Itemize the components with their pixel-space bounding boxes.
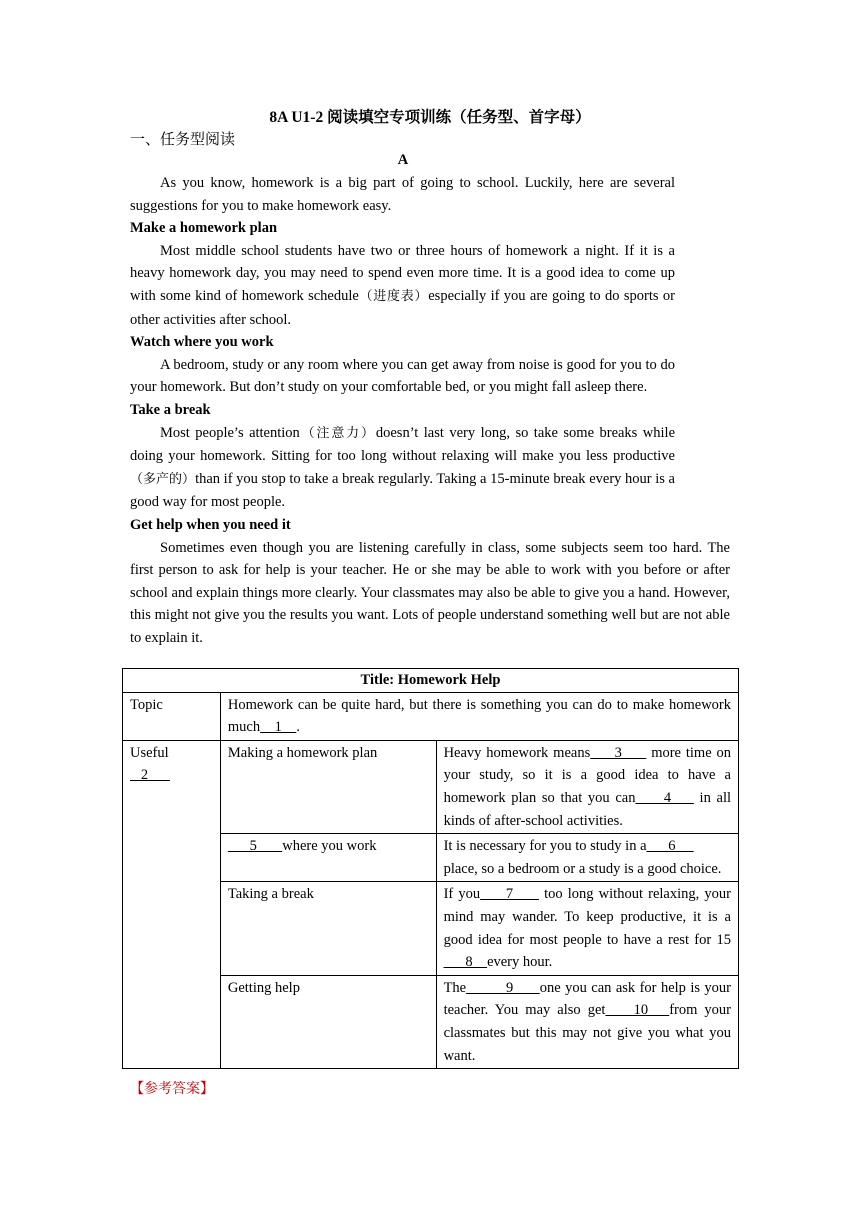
row-label-break: Taking a break: [220, 882, 436, 975]
section-heading: 一、任务型阅读: [130, 132, 236, 148]
useful-label: Useful: [130, 744, 169, 761]
row-detail-plan: [436, 740, 738, 833]
task-table: [122, 668, 739, 1069]
subheading-watch-work: Watch where you work: [130, 334, 274, 351]
row-label-help: Getting help: [220, 975, 436, 1068]
blank-3[interactable]: 3: [590, 744, 647, 761]
row-label-plan: Making a homework plan: [220, 740, 436, 833]
cell-text: It is necessary for you to study in a: [443, 838, 647, 855]
paragraph-text: especially if you are going to do sports or other activities after school.: [130, 287, 675, 328]
blank-4[interactable]: 4: [635, 789, 694, 806]
paragraph-watch-work: A bedroom, study or any room where you can get away from noise is good for you to do your homework. But don’t study on your comfortable bed, or you might fall asleep there.: [130, 356, 675, 396]
blank-6[interactable]: 6: [646, 838, 694, 855]
chinese-gloss: （多产的）: [130, 471, 196, 487]
table-row: [123, 669, 739, 693]
intro-paragraph: As you know, homework is a big part of going to school. Luckily, here are several suggestions for you to make homework easy.: [130, 175, 675, 214]
cell-text: Heavy homework means: [443, 744, 591, 761]
passage-letter: A: [397, 152, 409, 168]
cell-text: more time on your study, so it is a good idea to have a homework plan so that you can: [443, 744, 732, 806]
cell-text: place, so a bedroom or a study is a good choice.: [443, 860, 722, 877]
subheading-take-break: Take a break: [130, 401, 211, 418]
paragraph-text: Most people’s attention: [160, 424, 300, 441]
blank-10[interactable]: 10: [605, 1002, 670, 1019]
paragraph-get-help: Sometimes even though you are listening carefully in class, some subjects seem too hard. The first person to ask for help is your teacher. He or she may be able to work with you before or after school and explain things more clearly. Your classmates may also be able to give you a hand. However, this might not give you the results you want. Lots of people understand something well but are not able to explain it.: [130, 539, 730, 646]
reading-passage: [130, 172, 730, 649]
topic-label: Topic: [123, 692, 221, 740]
cell-text: every hour.: [487, 954, 553, 971]
table-row: [123, 740, 739, 833]
cell-text: Homework can be quite hard, but there is something you can do to make homework much: [227, 696, 731, 736]
table-row: [123, 692, 739, 740]
paragraph-text: Most middle school students have two or three hours of homework a night. If it is a heavy homework day, you may need to spend even more time. It is a good idea to come up with some kind of homework schedule: [130, 242, 675, 304]
row-detail-help: [436, 975, 738, 1068]
subheading-homework-plan: Make a homework plan: [130, 220, 278, 237]
blank-1[interactable]: 1: [260, 719, 297, 736]
paragraph-text: than if you stop to take a break regularly. Taking a 15-minute break every hour is a good way for most people.: [130, 470, 675, 511]
paragraph-homework-plan: [130, 240, 675, 331]
blank-8[interactable]: 8: [443, 954, 488, 971]
row-label-work: [220, 834, 436, 882]
cell-text: one you can ask for help is your teacher. You may also get: [443, 979, 732, 1019]
paragraph-text: doesn’t last very long, so take some breaks while doing your homework. Sitting for too long without relaxing will make you less productive: [130, 424, 676, 465]
useful-label-cell: [123, 740, 221, 1068]
chinese-gloss: （进度表）: [358, 288, 429, 304]
cell-text: If you: [443, 886, 481, 903]
row-detail-break: [436, 882, 738, 975]
cell-text: from your classmates but this may not give you what you want.: [443, 1002, 732, 1064]
cell-text: in all kinds of after-school activities.: [443, 789, 731, 829]
blank-5[interactable]: 5: [227, 838, 283, 855]
paragraph-take-break: [130, 422, 675, 514]
answer-key-label: 【参考答案】: [130, 1081, 214, 1097]
blank-9[interactable]: 9: [466, 979, 540, 996]
cell-text: where you work: [282, 838, 377, 855]
cell-text: The: [443, 979, 467, 996]
table-heading: Title: Homework Help: [123, 669, 739, 693]
blank-7[interactable]: 7: [480, 886, 539, 903]
cell-text: too long without relaxing, your mind may wander. To keep productive, it is a good idea for most people to have a rest for 15: [443, 886, 731, 948]
row-detail-work: [436, 834, 738, 882]
blank-2[interactable]: 2: [130, 767, 170, 784]
topic-cell: Homework can be quite hard, but there is something you can do to make homework much 1 .: [220, 692, 738, 740]
chinese-gloss: （注意力）: [299, 425, 376, 441]
subheading-get-help: Get help when you need it: [130, 516, 291, 533]
document-title: 8A U1-2 阅读填空专项训练（任务型、首字母）: [269, 109, 591, 126]
